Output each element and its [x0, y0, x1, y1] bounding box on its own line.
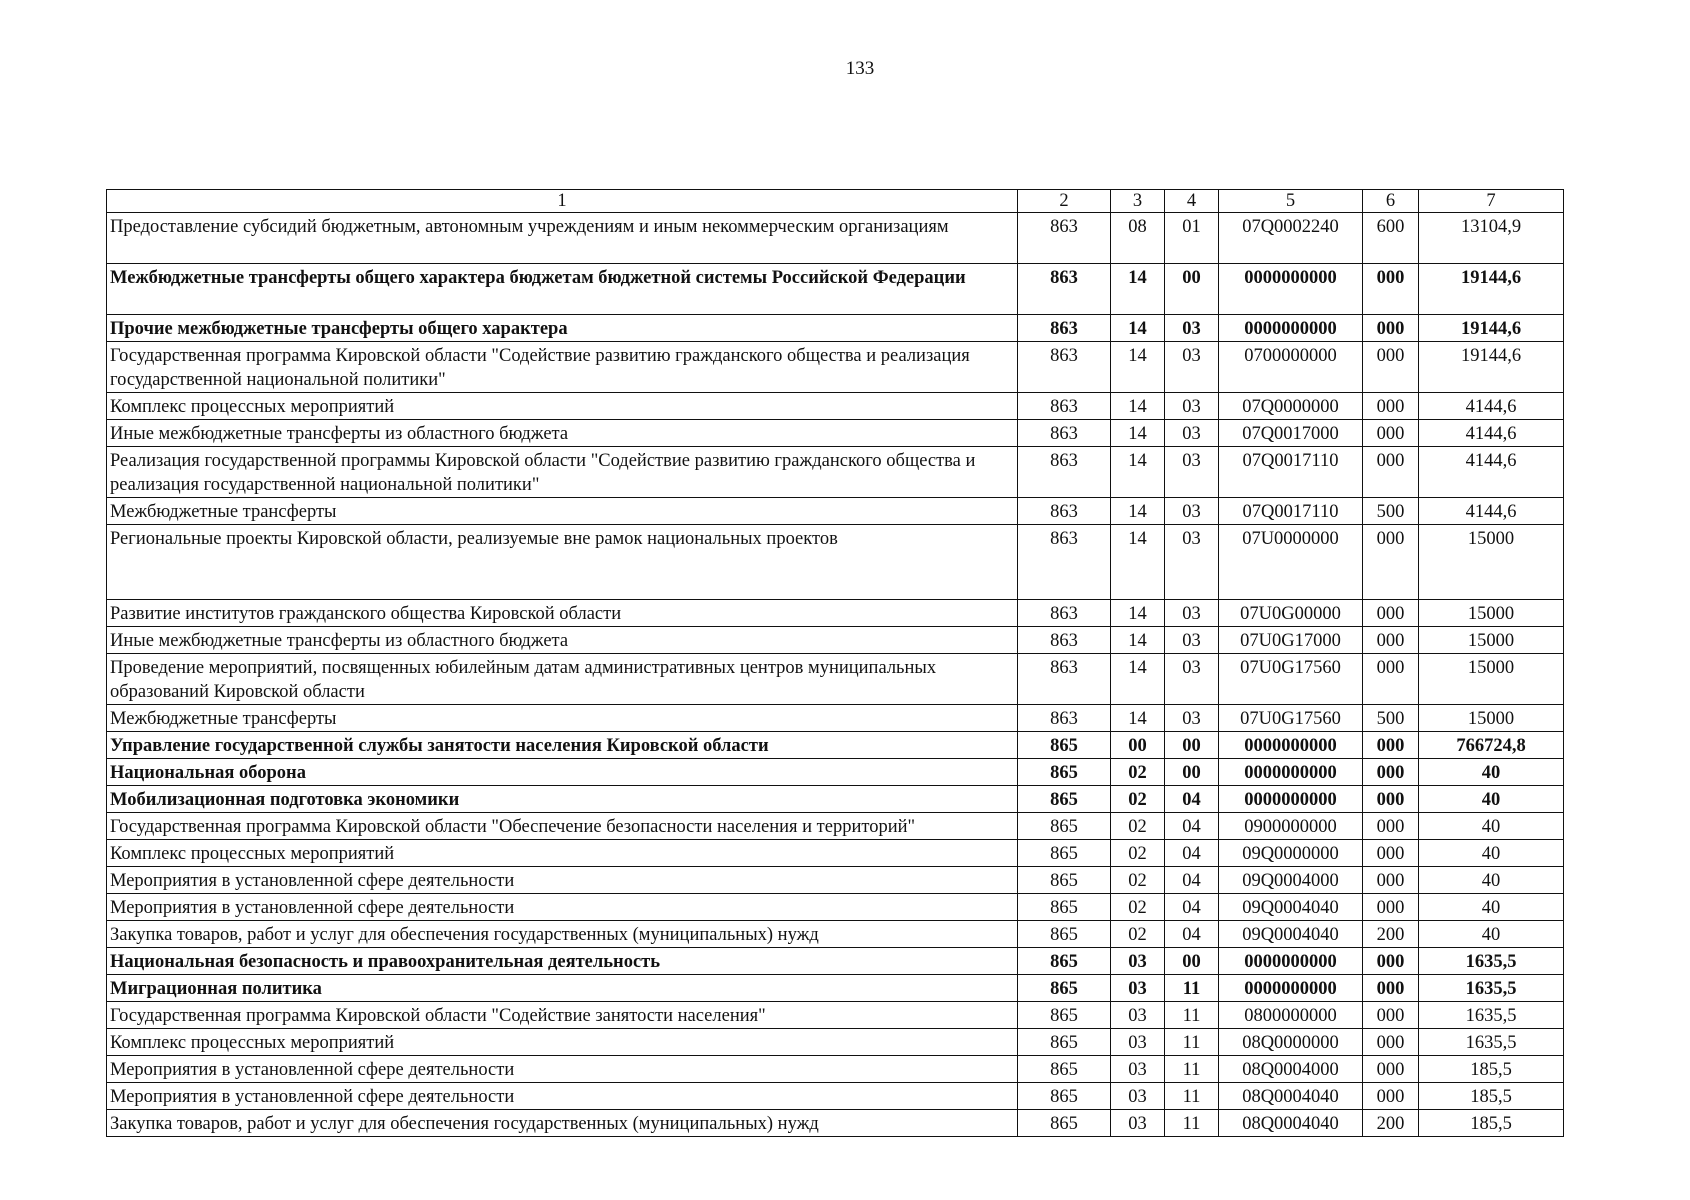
- section-cell: 14: [1111, 447, 1165, 498]
- section-cell: 02: [1111, 786, 1165, 813]
- amount-cell: 15000: [1419, 627, 1564, 654]
- table-row: [107, 654, 1564, 705]
- code-admin-cell: 863: [1018, 213, 1111, 264]
- code-admin-cell: 863: [1018, 600, 1111, 627]
- target-article-cell: 09Q0004040: [1219, 921, 1363, 948]
- table-row: [107, 705, 1564, 732]
- header-row: [107, 190, 1564, 213]
- section-cell: 14: [1111, 705, 1165, 732]
- table-row: [107, 732, 1564, 759]
- row-name-cell: Закупка товаров, работ и услуг для обеспечения государственных (муниципальных) нужд: [107, 1110, 1018, 1137]
- header-cell-1: 1: [107, 190, 1018, 213]
- section-cell: 14: [1111, 393, 1165, 420]
- subsection-cell: 01: [1165, 213, 1219, 264]
- expense-type-cell: 000: [1363, 447, 1419, 498]
- amount-cell: 40: [1419, 813, 1564, 840]
- expense-type-cell: 200: [1363, 1110, 1419, 1137]
- page-number: 133: [845, 58, 875, 79]
- expense-type-cell: 000: [1363, 1029, 1419, 1056]
- expense-type-cell: 000: [1363, 600, 1419, 627]
- table-row: [107, 342, 1564, 393]
- target-article-cell: 08Q0004040: [1219, 1083, 1363, 1110]
- amount-cell: 185,5: [1419, 1056, 1564, 1083]
- table-row: [107, 627, 1564, 654]
- subsection-cell: 11: [1165, 975, 1219, 1002]
- expense-type-cell: 000: [1363, 813, 1419, 840]
- table-row: [107, 840, 1564, 867]
- amount-cell: 15000: [1419, 654, 1564, 705]
- code-admin-cell: 865: [1018, 1029, 1111, 1056]
- table-row: [107, 213, 1564, 264]
- expense-type-cell: 000: [1363, 420, 1419, 447]
- code-admin-cell: 863: [1018, 447, 1111, 498]
- row-name-cell: Межбюджетные трансферты: [107, 498, 1018, 525]
- expense-type-cell: 000: [1363, 342, 1419, 393]
- expense-type-cell: 000: [1363, 654, 1419, 705]
- expense-type-cell: 000: [1363, 627, 1419, 654]
- budget-table: [106, 189, 1564, 1137]
- section-cell: 14: [1111, 654, 1165, 705]
- section-cell: 02: [1111, 813, 1165, 840]
- target-article-cell: 09Q0004000: [1219, 867, 1363, 894]
- expense-type-cell: 000: [1363, 759, 1419, 786]
- table-row: [107, 1110, 1564, 1137]
- row-name-cell: Комплекс процессных мероприятий: [107, 1029, 1018, 1056]
- section-cell: 14: [1111, 264, 1165, 315]
- target-article-cell: 09Q0000000: [1219, 840, 1363, 867]
- section-cell: 14: [1111, 420, 1165, 447]
- row-name-cell: Межбюджетные трансферты общего характера бюджетам бюджетной системы Российской Федерации: [107, 264, 1018, 315]
- target-article-cell: 07U0G00000: [1219, 600, 1363, 627]
- target-article-cell: 07U0G17560: [1219, 705, 1363, 732]
- table-row: [107, 264, 1564, 315]
- row-name-cell: Проведение мероприятий, посвященных юбилейным датам административных центров муниципальных образований Кировской области: [107, 654, 1018, 705]
- expense-type-cell: 000: [1363, 867, 1419, 894]
- expense-type-cell: 000: [1363, 525, 1419, 600]
- section-cell: 03: [1111, 1110, 1165, 1137]
- target-article-cell: 0700000000: [1219, 342, 1363, 393]
- row-name-cell: Государственная программа Кировской области "Содействие развитию гражданского общества и реализация государственной национальной политики": [107, 342, 1018, 393]
- code-admin-cell: 865: [1018, 786, 1111, 813]
- target-article-cell: 07U0G17560: [1219, 654, 1363, 705]
- code-admin-cell: 863: [1018, 420, 1111, 447]
- code-admin-cell: 865: [1018, 921, 1111, 948]
- row-name-cell: Межбюджетные трансферты: [107, 705, 1018, 732]
- target-article-cell: 0000000000: [1219, 732, 1363, 759]
- section-cell: 02: [1111, 894, 1165, 921]
- table-row: [107, 498, 1564, 525]
- row-name-cell: Мероприятия в установленной сфере деятельности: [107, 894, 1018, 921]
- subsection-cell: 04: [1165, 786, 1219, 813]
- amount-cell: 1635,5: [1419, 948, 1564, 975]
- subsection-cell: 03: [1165, 627, 1219, 654]
- section-cell: 03: [1111, 1029, 1165, 1056]
- table-row: [107, 525, 1564, 600]
- row-name-cell: Иные межбюджетные трансферты из областного бюджета: [107, 420, 1018, 447]
- table-row: [107, 867, 1564, 894]
- code-admin-cell: 863: [1018, 393, 1111, 420]
- target-article-cell: 07Q0002240: [1219, 213, 1363, 264]
- code-admin-cell: 863: [1018, 264, 1111, 315]
- subsection-cell: 03: [1165, 315, 1219, 342]
- expense-type-cell: 600: [1363, 213, 1419, 264]
- target-article-cell: 0000000000: [1219, 759, 1363, 786]
- table-row: [107, 1083, 1564, 1110]
- expense-type-cell: 000: [1363, 786, 1419, 813]
- expense-type-cell: 500: [1363, 498, 1419, 525]
- amount-cell: 1635,5: [1419, 975, 1564, 1002]
- amount-cell: 4144,6: [1419, 498, 1564, 525]
- target-article-cell: 0000000000: [1219, 264, 1363, 315]
- code-admin-cell: 863: [1018, 315, 1111, 342]
- subsection-cell: 03: [1165, 525, 1219, 600]
- table-row: [107, 813, 1564, 840]
- section-cell: 14: [1111, 600, 1165, 627]
- section-cell: 08: [1111, 213, 1165, 264]
- amount-cell: 40: [1419, 894, 1564, 921]
- row-name-cell: Национальная безопасность и правоохранительная деятельность: [107, 948, 1018, 975]
- target-article-cell: 0000000000: [1219, 948, 1363, 975]
- row-name-cell: Развитие институтов гражданского общества Кировской области: [107, 600, 1018, 627]
- code-admin-cell: 865: [1018, 759, 1111, 786]
- expense-type-cell: 000: [1363, 264, 1419, 315]
- subsection-cell: 04: [1165, 840, 1219, 867]
- code-admin-cell: 865: [1018, 1002, 1111, 1029]
- amount-cell: 766724,8: [1419, 732, 1564, 759]
- row-name-cell: Миграционная политика: [107, 975, 1018, 1002]
- amount-cell: 4144,6: [1419, 447, 1564, 498]
- expense-type-cell: 000: [1363, 1083, 1419, 1110]
- section-cell: 03: [1111, 1056, 1165, 1083]
- table-row: [107, 786, 1564, 813]
- table-body: [107, 190, 1564, 1137]
- section-cell: 03: [1111, 1083, 1165, 1110]
- row-name-cell: Мобилизационная подготовка экономики: [107, 786, 1018, 813]
- target-article-cell: 09Q0004040: [1219, 894, 1363, 921]
- subsection-cell: 03: [1165, 654, 1219, 705]
- code-admin-cell: 865: [1018, 894, 1111, 921]
- subsection-cell: 00: [1165, 264, 1219, 315]
- header-cell-2: 2: [1018, 190, 1111, 213]
- row-name-cell: Реализация государственной программы Кировской области "Содействие развитию гражданского общества и реализация государственной национальной политики": [107, 447, 1018, 498]
- code-admin-cell: 865: [1018, 813, 1111, 840]
- target-article-cell: 08Q0000000: [1219, 1029, 1363, 1056]
- amount-cell: 13104,9: [1419, 213, 1564, 264]
- subsection-cell: 03: [1165, 498, 1219, 525]
- row-name-cell: Государственная программа Кировской области "Обеспечение безопасности населения и территорий": [107, 813, 1018, 840]
- target-article-cell: 07U0000000: [1219, 525, 1363, 600]
- row-name-cell: Иные межбюджетные трансферты из областного бюджета: [107, 627, 1018, 654]
- code-admin-cell: 863: [1018, 498, 1111, 525]
- code-admin-cell: 865: [1018, 867, 1111, 894]
- table-row: [107, 975, 1564, 1002]
- row-name-cell: Предоставление субсидий бюджетным, автономным учреждениям и иным некоммерческим организациям: [107, 213, 1018, 264]
- code-admin-cell: 865: [1018, 840, 1111, 867]
- section-cell: 14: [1111, 498, 1165, 525]
- expense-type-cell: 000: [1363, 840, 1419, 867]
- code-admin-cell: 863: [1018, 525, 1111, 600]
- target-article-cell: 07Q0017000: [1219, 420, 1363, 447]
- amount-cell: 185,5: [1419, 1083, 1564, 1110]
- section-cell: 03: [1111, 975, 1165, 1002]
- subsection-cell: 00: [1165, 759, 1219, 786]
- table-row: [107, 759, 1564, 786]
- section-cell: 02: [1111, 840, 1165, 867]
- row-name-cell: Прочие межбюджетные трансферты общего характера: [107, 315, 1018, 342]
- subsection-cell: 04: [1165, 813, 1219, 840]
- amount-cell: 15000: [1419, 525, 1564, 600]
- row-name-cell: Мероприятия в установленной сфере деятельности: [107, 867, 1018, 894]
- row-name-cell: Национальная оборона: [107, 759, 1018, 786]
- amount-cell: 1635,5: [1419, 1029, 1564, 1056]
- code-admin-cell: 863: [1018, 342, 1111, 393]
- section-cell: 14: [1111, 525, 1165, 600]
- amount-cell: 19144,6: [1419, 315, 1564, 342]
- target-article-cell: 0000000000: [1219, 975, 1363, 1002]
- section-cell: 02: [1111, 867, 1165, 894]
- target-article-cell: 07U0G17000: [1219, 627, 1363, 654]
- subsection-cell: 11: [1165, 1083, 1219, 1110]
- subsection-cell: 11: [1165, 1002, 1219, 1029]
- target-article-cell: 08Q0004040: [1219, 1110, 1363, 1137]
- target-article-cell: 0900000000: [1219, 813, 1363, 840]
- code-admin-cell: 865: [1018, 1110, 1111, 1137]
- expense-type-cell: 000: [1363, 315, 1419, 342]
- amount-cell: 40: [1419, 840, 1564, 867]
- row-name-cell: Управление государственной службы занятости населения Кировской области: [107, 732, 1018, 759]
- header-cell-7: 7: [1419, 190, 1564, 213]
- row-name-cell: Комплекс процессных мероприятий: [107, 840, 1018, 867]
- table-row: [107, 1002, 1564, 1029]
- expense-type-cell: 200: [1363, 921, 1419, 948]
- target-article-cell: 0800000000: [1219, 1002, 1363, 1029]
- table-row: [107, 948, 1564, 975]
- amount-cell: 40: [1419, 759, 1564, 786]
- section-cell: 03: [1111, 948, 1165, 975]
- subsection-cell: 03: [1165, 705, 1219, 732]
- section-cell: 03: [1111, 1002, 1165, 1029]
- subsection-cell: 11: [1165, 1110, 1219, 1137]
- section-cell: 14: [1111, 627, 1165, 654]
- section-cell: 00: [1111, 732, 1165, 759]
- table-row: [107, 894, 1564, 921]
- subsection-cell: 00: [1165, 732, 1219, 759]
- subsection-cell: 11: [1165, 1029, 1219, 1056]
- subsection-cell: 03: [1165, 393, 1219, 420]
- target-article-cell: 07Q0017110: [1219, 447, 1363, 498]
- amount-cell: 15000: [1419, 705, 1564, 732]
- target-article-cell: 08Q0004000: [1219, 1056, 1363, 1083]
- amount-cell: 40: [1419, 786, 1564, 813]
- row-name-cell: Комплекс процессных мероприятий: [107, 393, 1018, 420]
- amount-cell: 40: [1419, 867, 1564, 894]
- row-name-cell: Мероприятия в установленной сфере деятельности: [107, 1083, 1018, 1110]
- table-row: [107, 420, 1564, 447]
- code-admin-cell: 865: [1018, 975, 1111, 1002]
- header-cell-5: 5: [1219, 190, 1363, 213]
- table-row: [107, 600, 1564, 627]
- code-admin-cell: 863: [1018, 627, 1111, 654]
- section-cell: 02: [1111, 759, 1165, 786]
- target-article-cell: 07Q0000000: [1219, 393, 1363, 420]
- target-article-cell: 0000000000: [1219, 315, 1363, 342]
- subsection-cell: 03: [1165, 600, 1219, 627]
- subsection-cell: 03: [1165, 420, 1219, 447]
- subsection-cell: 03: [1165, 342, 1219, 393]
- code-admin-cell: 863: [1018, 705, 1111, 732]
- table-row: [107, 1029, 1564, 1056]
- table-row: [107, 315, 1564, 342]
- row-name-cell: Государственная программа Кировской области "Содействие занятости населения": [107, 1002, 1018, 1029]
- code-admin-cell: 865: [1018, 732, 1111, 759]
- section-cell: 02: [1111, 921, 1165, 948]
- row-name-cell: Региональные проекты Кировской области, реализуемые вне рамок национальных проектов: [107, 525, 1018, 600]
- amount-cell: 1635,5: [1419, 1002, 1564, 1029]
- row-name-cell: Мероприятия в установленной сфере деятельности: [107, 1056, 1018, 1083]
- amount-cell: 185,5: [1419, 1110, 1564, 1137]
- header-cell-4: 4: [1165, 190, 1219, 213]
- code-admin-cell: 863: [1018, 654, 1111, 705]
- subsection-cell: 11: [1165, 1056, 1219, 1083]
- amount-cell: 4144,6: [1419, 393, 1564, 420]
- row-name-cell: Закупка товаров, работ и услуг для обеспечения государственных (муниципальных) нужд: [107, 921, 1018, 948]
- subsection-cell: 04: [1165, 921, 1219, 948]
- amount-cell: 4144,6: [1419, 420, 1564, 447]
- amount-cell: 15000: [1419, 600, 1564, 627]
- section-cell: 14: [1111, 342, 1165, 393]
- expense-type-cell: 500: [1363, 705, 1419, 732]
- subsection-cell: 03: [1165, 447, 1219, 498]
- subsection-cell: 00: [1165, 948, 1219, 975]
- section-cell: 14: [1111, 315, 1165, 342]
- target-article-cell: 0000000000: [1219, 786, 1363, 813]
- code-admin-cell: 865: [1018, 1083, 1111, 1110]
- table-row: [107, 1056, 1564, 1083]
- amount-cell: 40: [1419, 921, 1564, 948]
- amount-cell: 19144,6: [1419, 264, 1564, 315]
- expense-type-cell: 000: [1363, 1002, 1419, 1029]
- code-admin-cell: 865: [1018, 1056, 1111, 1083]
- header-cell-3: 3: [1111, 190, 1165, 213]
- expense-type-cell: 000: [1363, 1056, 1419, 1083]
- table-row: [107, 393, 1564, 420]
- expense-type-cell: 000: [1363, 975, 1419, 1002]
- expense-type-cell: 000: [1363, 393, 1419, 420]
- subsection-cell: 04: [1165, 867, 1219, 894]
- expense-type-cell: 000: [1363, 948, 1419, 975]
- expense-type-cell: 000: [1363, 894, 1419, 921]
- amount-cell: 19144,6: [1419, 342, 1564, 393]
- target-article-cell: 07Q0017110: [1219, 498, 1363, 525]
- table-row: [107, 921, 1564, 948]
- subsection-cell: 04: [1165, 894, 1219, 921]
- table-row: [107, 447, 1564, 498]
- expense-type-cell: 000: [1363, 732, 1419, 759]
- header-cell-6: 6: [1363, 190, 1419, 213]
- code-admin-cell: 865: [1018, 948, 1111, 975]
